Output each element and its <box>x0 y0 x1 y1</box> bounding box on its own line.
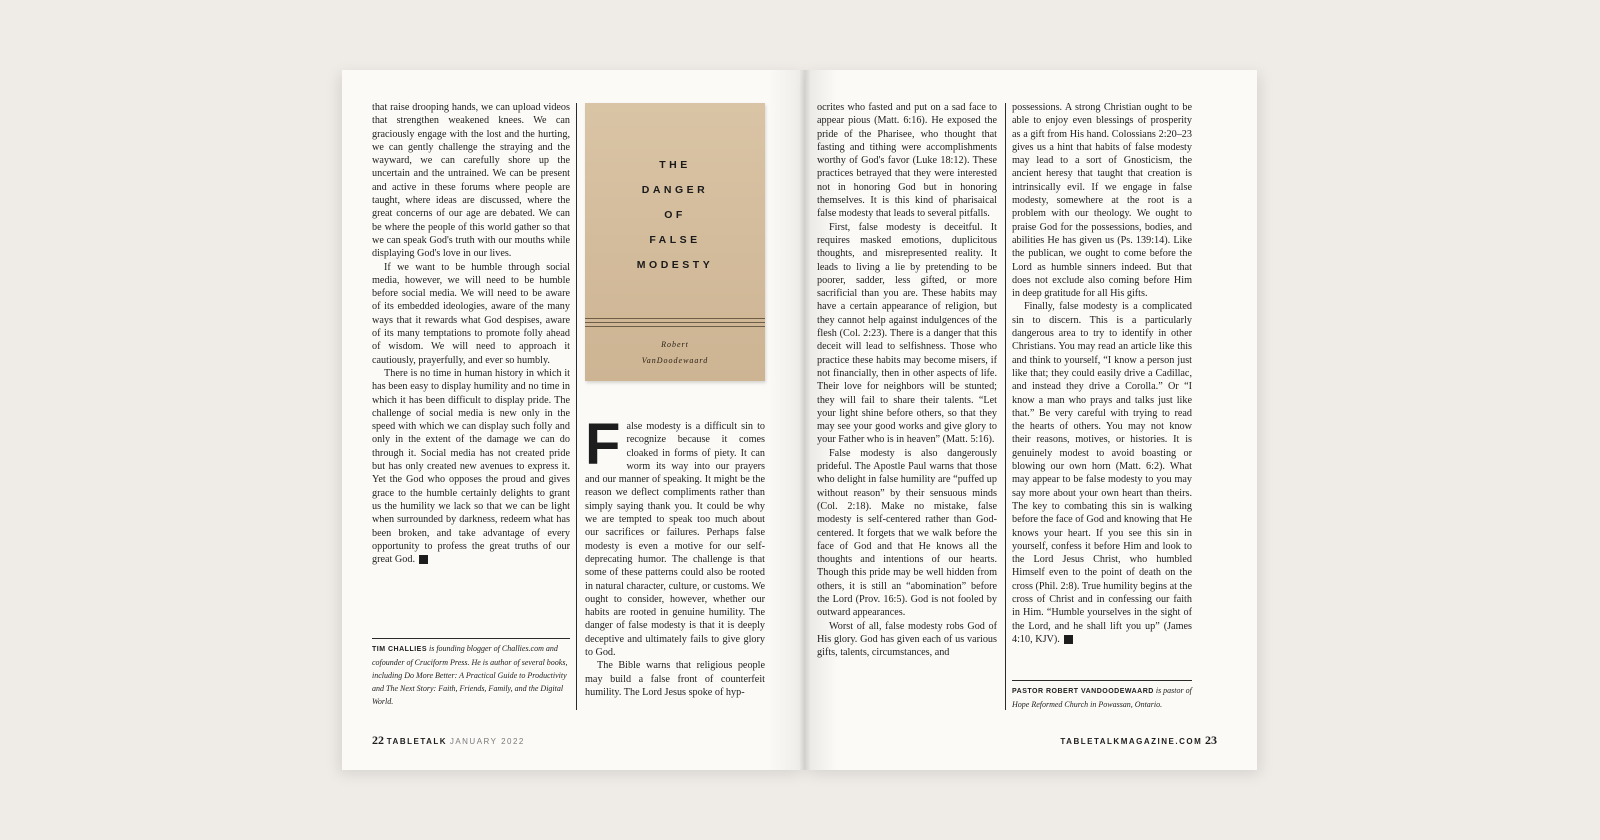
author-name: PASTOR ROBERT VANDOODEWAARD <box>1012 688 1154 695</box>
issue-date: JANUARY 2022 <box>449 737 525 746</box>
book-title-line: MODESTY <box>636 259 714 271</box>
right-page <box>805 70 1257 770</box>
magazine-spread <box>342 70 1257 770</box>
spine-gutter <box>800 70 810 770</box>
paragraph: possessions. A strong Christian ought to be able to enjoy even blessings of prosperity as a gift from His hand. Colossians 2:20–23 gives us a hint that habits of false modesty may lead to a sort of Gnosticism, the ancient heresy that taught that creation is intrinsically evil. If we engage in false modesty, somewhere at the root is a problem with our theology. We ought to praise God for the possessions, bodies, and abilities He has given us (Ps. 139:14). Like the publican, we ought to come before the Lord as humble sinners indeed. But that does not exclude also coming before Him in deep gratitude for all His gifts. <box>1012 102 1192 300</box>
left-page <box>342 70 805 770</box>
paragraph: Worst of all, false modesty robs God of His glory. God has given each of us various gifts, talents, circumstances, and <box>817 620 997 659</box>
right-folio <box>1060 733 1217 748</box>
end-mark-icon: T <box>419 555 428 564</box>
author-bio-text: is pastor of Hope Reformed Church in Powassan, Ontario. <box>1012 686 1192 709</box>
left-column-1 <box>372 101 570 636</box>
book-title-line: OF <box>664 209 686 221</box>
paragraph <box>372 367 570 566</box>
book-cover <box>585 103 765 381</box>
book-cover-rule <box>585 322 765 323</box>
book-title-line: FALSE <box>649 234 701 246</box>
right-column-2 <box>1012 101 1192 671</box>
book-title <box>585 153 765 278</box>
paragraph: First, false modesty is deceitful. It requires masked emotions, duplicitous thoughts, and misrepresented reality. It leads to living a lie by pretending to be poorer, sadder, less gifted, or more sacrificial than you are. These habits may have a certain appearance of religion, but they cannot help against indulgences of the flesh (Col. 2:23). There is a danger that this deceit will lead to selfishness. Those who practice these habits may become misers, if not financially, then in other aspects of life. Their love for neighbors will be stunted; they will fail to share their talents. “Let your light shine before others, so that they may see your good works and give glory to your Father who is in heaven” (Matt. 5:16). <box>817 221 997 446</box>
magazine-website: TABLETALKMAGAZINE.COM <box>1060 737 1203 746</box>
paragraph: ocrites who fasted and put on a sad face to appear pious (Matt. 6:16). He exposed the pride of the Pharisee, who thought that fasting and tithing were accomplishments worthy of God's favor (Luke 18:12). These practices betrayed that they were interested not in honoring God but in honoring themselves. It is this kind of pharisaical false modesty that leads to several pitfalls. <box>817 102 997 220</box>
end-mark-icon: T <box>1064 635 1073 644</box>
book-cover-rule <box>585 318 765 319</box>
book-author <box>585 337 765 369</box>
paragraph <box>585 420 765 659</box>
left-column-2 <box>585 420 765 710</box>
paragraph-text: alse modesty is a difficult sin to recognize because it comes cloaked in forms of piety. It can worm its way into our prayers and our manner of speaking. It might be the reason we deflect compliments rather than simply saying thank you. It could be why we are tempted to speak too much about our sacrifices or failures. Perhaps false modesty is even a motive for our self-deprecating humor. The challenge is that some of these patterns could also be rooted in natural character, culture, or customs. We ought to consider, however, whether our habits are rooted in genuine humility. The danger of false modesty is that it is deeply deceptive and ultimately fails to give glory to God. <box>585 421 765 659</box>
book-cover-rule <box>585 326 765 327</box>
paragraph-text: There is no time in human history in which it has been easy to display humility and no time in which it has been difficult to display pride. The challenge of social media is new only in the speed with which we can display such folly and only in the extent of the damage we can do through it. Social media has not created pride but has only created new avenues to express it. Yet the God who opposes the proud and gives grace to the humble certainly delights to grant us the humility we lack so that we can be light when surrounded by darkness, redeem what has been broken, and take advantage of every opportunity to profess the great truths of our great God. <box>372 367 570 566</box>
paragraph <box>1012 300 1192 646</box>
author-bio-text: is founding blogger of Challies.com and cofounder of Cruciform Press. He is author of several books, including Do More Better: A Practical Guide to Productivity and The Next Story: Faith, Friends, Family, and the Digital World. <box>372 644 568 706</box>
paragraph-text: Finally, false modesty is a complicated sin to discern. This is a particularly dangerous area to try to identify in other Christians. You may read an article like this and think to yourself, “I know a person just like that; they could easily drive a Cadillac, and instead they drive a Corolla.” Or “I know a man who prays and talks just like that.” Be very careful with trying to read the hearts of others. You may not know their reasons, motives, or histories. It is genuinely modest to avoid boasting or blowing our own horn (Matt. 6:2). What may appear to be false modesty to you may say more about your own heart than theirs. The key to combating this sin is walking before the face of God and knowing that He knows your heart. If you see this sin in yourself, confess it before Him and look to the Lord Jesus Christ, who humbled Himself even to the point of death on the cross (Phil. 2:8). True humility begins at the cross of Christ and in confessing our faith in Him. “Humble yourselves in the sight of the Lord, and he shall lift you up” (James 4:10, KJV). <box>1012 301 1192 645</box>
book-author-line: Robert <box>661 340 689 349</box>
author-bio <box>372 642 570 708</box>
author-name: TIM CHALLIES <box>372 646 427 653</box>
book-title-line: THE <box>659 159 691 171</box>
right-column-1 <box>817 101 997 713</box>
column-divider <box>1005 103 1006 710</box>
drop-cap: F <box>585 420 621 477</box>
paragraph: If we want to be humble through social media, however, we will need to be humble before social media. We will need to be aware of its embedded ideologies, aware of the many ways that it rewards what God despises, aware of its many temptations to promote folly ahead of wisdom. We will need to approach it cautiously, prayerfully, and ever so humbly. <box>372 261 570 366</box>
page-number: 22 <box>372 733 384 747</box>
bio-divider <box>372 638 570 639</box>
paragraph: The Bible warns that religious people may build a false front of counterfeit humility. The Lord Jesus spoke of hyp- <box>585 660 765 698</box>
page-number: 23 <box>1205 733 1217 747</box>
left-folio <box>372 733 525 748</box>
column-divider <box>576 103 577 710</box>
paragraph: False modesty is also dangerously prideful. The Apostle Paul warns that those who delight in false humility are “puffed up without reason” by their sensuous minds (Col. 2:18). Make no mistake, false modesty is self-centered rather than God-centered. It forgets that we walk before the face of God and that He knows all the thoughts and intentions of our hearts. Though this pride may be well hidden from others, it is still an “abomination” before the Lord (Prov. 16:5). God is not fooled by outward appearances. <box>817 447 997 619</box>
author-bio <box>1012 684 1192 711</box>
book-title-line: DANGER <box>641 184 709 196</box>
bio-divider <box>1012 680 1192 681</box>
book-author-line: VanDoodewaard <box>641 356 709 365</box>
paragraph: that raise drooping hands, we can upload videos that strengthen weakened knees. We can graciously engage with the lost and the hurting, we can gently challenge the straying and the wayward, we can carefully shore up the uncertain and the untrained. We can be present and active in these forums where people are taught, where ideas are discussed, where the great concerns of our age are debated. We can be where the people of this world gather so that we can speak God's truth with our mouths while displaying God's love in our lives. <box>372 102 570 260</box>
magazine-name: TABLETALK <box>386 737 448 746</box>
